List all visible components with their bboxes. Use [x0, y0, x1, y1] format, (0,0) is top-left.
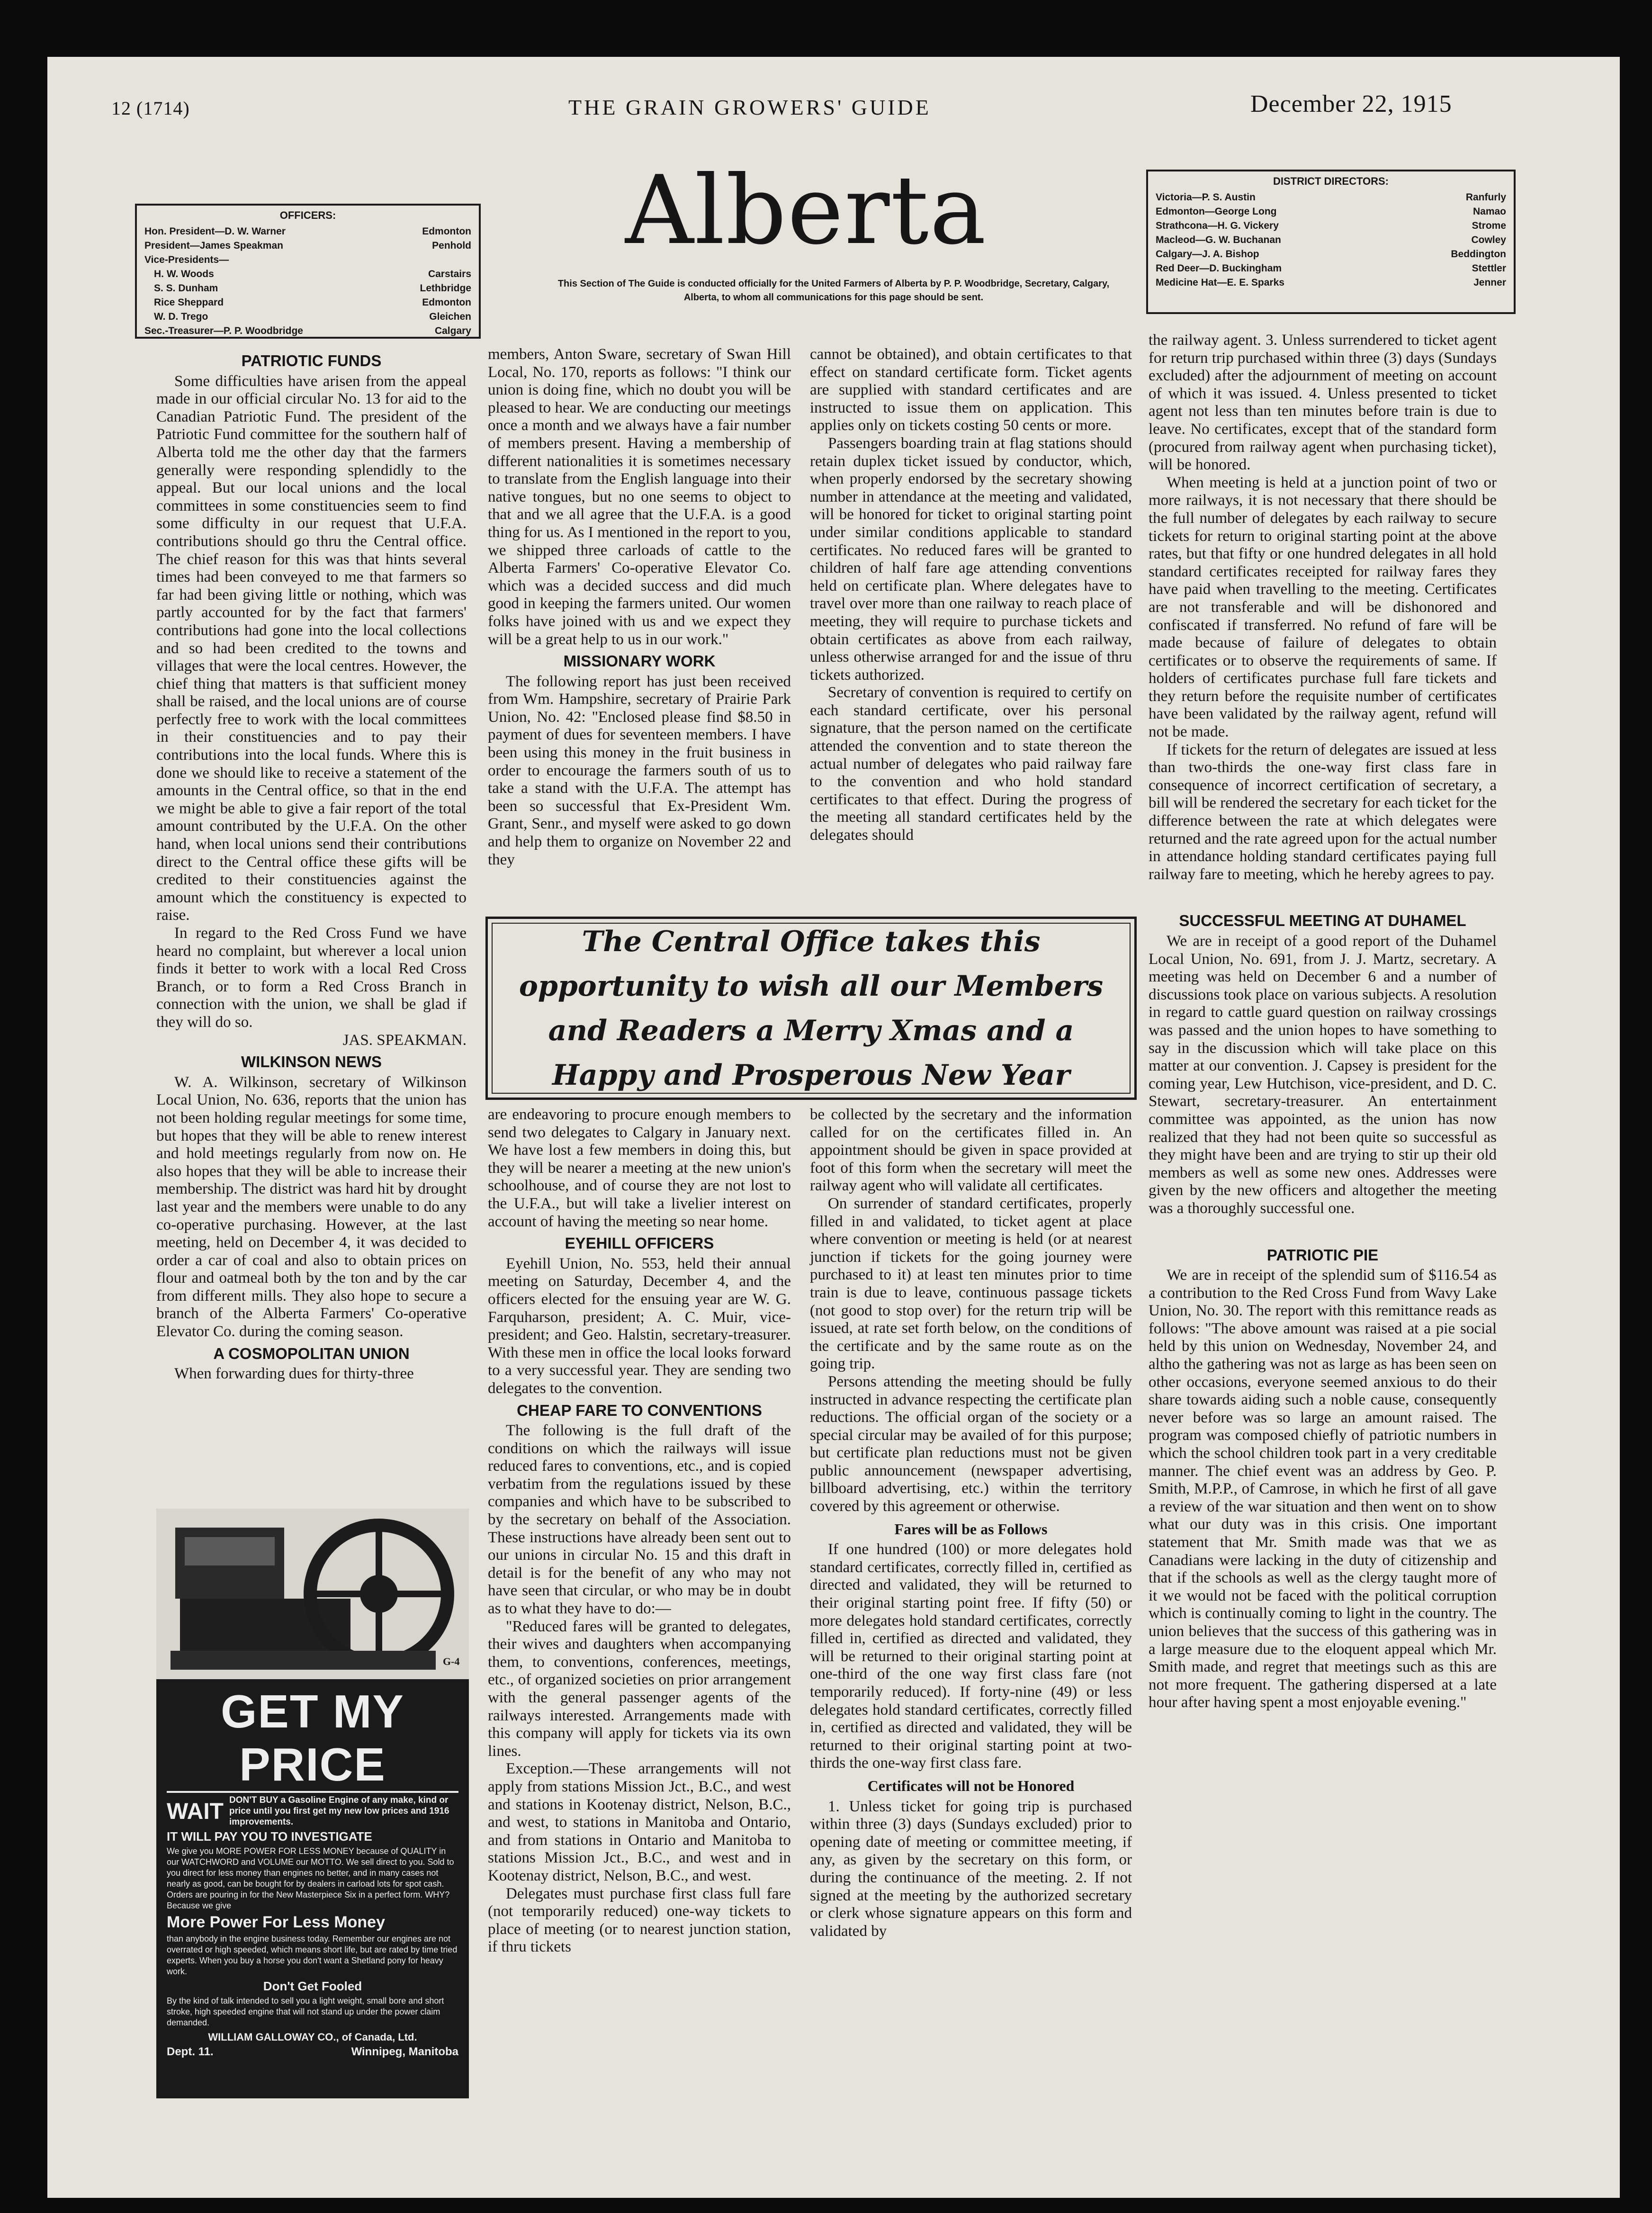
- director-row: [1156, 219, 1506, 233]
- directors-title: DISTRICT DIRECTORS:: [1273, 175, 1389, 187]
- article-paragraph: We are in receipt of a good report of the Duhamel Local Union, No. 691, from J. J. Martz, secretary. A meeting was held on December 6 and a number of discussions took place on various subjects. A resolution in regard to cattle guard question on railway crossings was passed and the union hopes to have something to say in the discussion which will take place on this matter at our convention. J. Capsey is president for the coming year, Lew Hutchison, vice-president, and D. C. Stewart, secretary-treasurer. An entertainment committee was appointed, as the union has now realized that they had not been quite so successful as they might have been and are trying to stir up their old members as well as some new ones. Addresses were given by the new officers and altogether the meeting was a thoroughly successful one.: [1149, 933, 1497, 1217]
- director-place: Beddington: [1451, 249, 1506, 260]
- article-paragraph: Secretary of convention is required to certify on each standard certificate, over his personal signature, that the person named on the certificate attended the convention and to state thereon the actual number of delegates who paid railway fare to the convention and who hold standard certificates to that effect. During the progress of the meeting all standard certificates held by the delegates should: [810, 684, 1132, 844]
- heading-cosmopolitan-union: A COSMOPOLITAN UNION: [213, 1344, 410, 1362]
- article-paragraph: W. A. Wilkinson, secretary of Wilkinson Local Union, No. 636, reports that the union has not been holding regular meetings for some time, but hopes that they will be able to renew interest and hold meetings regularly from now on. He also hopes that they will be able to increase their membership. The district was hard hit by drought last year and the members were unable to do any co-operative purchasing. However, at the last meeting, held on December 4, it was decided to order a car of coal and also to obtain prices on flour and oatmeal both by the ton and by the car from different mills. They also hope to secure a branch of the Alberta Farmers' Co-operative Elevator Co. during the coming season.: [156, 1073, 467, 1340]
- director-name: Strathcona—H. G. Vickery: [1156, 220, 1279, 231]
- director-row: [1156, 276, 1506, 290]
- officer-place: Edmonton: [422, 226, 471, 237]
- article-paragraph: "Reduced fares will be granted to delegates, their wives and daughters when accompanying them, to conventions, conferences, meetings, etc., of organized societies on prior arrangement with the general passenger agents of the railways interested. Arrangements made with this company will apply for tickets via its own lines.: [488, 1618, 791, 1760]
- column-3-top: [810, 346, 1132, 914]
- director-row: [1156, 261, 1506, 276]
- director-place: Ranfurly: [1465, 192, 1506, 203]
- article-paragraph: In regard to the Red Cross Fund we have heard no complaint, but wherever a local union finds it better to work with a local Red Cross Branch, or to form a Red Cross Branch in connection with the union, we shall be glad if they will do so.: [156, 925, 467, 1031]
- director-name: Medicine Hat—E. E. Sparks: [1156, 277, 1284, 288]
- article-paragraph: are endeavoring to procure enough members to send two delegates to Calgary in January next. We have lost a few members in doing this, but they will be nearer a meeting at the new union's schoolhouse, and of course they are not lost to the U.F.A., but will take a livelier interest on account of having the meeting so near home.: [488, 1106, 791, 1230]
- article-paragraph: the railway agent. 3. Unless surrendered to ticket agent for return trip purchased within three (3) days (Sundays excluded) after the adjournment of meeting on account of which it was issued. 4. Unless presented to ticket agent not less than ten minutes before train is due to leave. No certificates, except that of the standard form (procured from railway agent when purchasing ticket), will be honored.: [1149, 332, 1497, 474]
- director-name: Calgary—J. A. Bishop: [1156, 249, 1259, 260]
- article-paragraph: Some difficulties have arisen from the appeal made in our official circular No. 13 for aid to the Canadian Patriotic Fund. The president of the Patriotic Fund committee for the southern half of Alberta told me the other day that the farmers generally were responding splendidly to the appeal. But our local unions and the local committees in some constituencies seem to find some difficulty in our request that U.F.A. contributions should go thru the Central office. The chief reason for this was that hints several times had been conveyed to me that farmers so far had been giving little or nothing, which was partly accounted for by the fact that farmers' contributions had gone into the local collections and so had been credited to the towns and villages that were the local centres. However, the chief thing that matters is that sufficient money shall be raised, and the local unions are of course perfectly free to work with the local committees in their constituencies and to pay their contributions into the local funds. Where this is done we should like to receive a statement of the amounts in the Central office, so that in the end we might be able to give a fair report of the total amount contributed by the U.F.A. On the other hand, when local unions send their contributions direct to the Central office these gifts will be credited to their constituencies against the amount which the constituency is expected to raise.: [156, 372, 467, 924]
- ad-more-power: More Power For Less Money: [167, 1913, 385, 1931]
- heading-cheap-fare: CHEAP FARE TO CONVENTIONS: [517, 1401, 762, 1419]
- officer-row: [144, 310, 471, 324]
- ad-company: WILLIAM GALLOWAY CO., of Canada, Ltd.: [208, 2031, 417, 2043]
- article-paragraph: 1. Unless ticket for going trip is purchased within three (3) days (Sundays excluded) prior to opening date of meeting or committee meeting, if any, as given by the secretary on this form, or during the continuance of the meeting. 2. If not signed at the meeting by the authorized secretary or clerk whose signature appears on this form and validated by: [810, 1798, 1132, 1940]
- officer-row: [144, 225, 471, 239]
- director-place: Strome: [1472, 220, 1506, 231]
- article-paragraph: Passengers boarding train at flag stations should retain duplex ticket issued by conductor, which, when properly endorsed by the secretary showing number in attendance at the meeting and validated, will be honored for ticket to original starting point under similar conditions applicable to standard certificates. No reduced fares will be granted to children of half fare age attending conventions held on certificate plan. Where delegates have to travel over more than one railway to reach place of meeting, they will require to purchase tickets and obtain certificates as above from each railway, unless otherwise arranged for and the issue of thru tickets authorized.: [810, 434, 1132, 684]
- director-name: Macleod—G. W. Buchanan: [1156, 234, 1281, 245]
- director-place: Cowley: [1471, 234, 1506, 245]
- heading-eyehill-officers: EYEHILL OFFICERS: [565, 1234, 714, 1252]
- publication-title: THE GRAIN GROWERS' GUIDE: [568, 95, 931, 119]
- column-3-bottom: [810, 1106, 1132, 1940]
- officer-row: [144, 253, 471, 267]
- ad-body-2: than anybody in the engine business today. Remember our engines are not overrated or high speeded, which means short life, but are rated by time tried experts. When you buy a horse you don't want a Shetland pony for heavy work.: [167, 1934, 458, 1976]
- director-row: [1156, 233, 1506, 247]
- officer-place: Edmonton: [422, 297, 471, 308]
- officer-name: Hon. President—D. W. Warner: [144, 226, 286, 237]
- article-paragraph: If tickets for the return of delegates are issued at less than two-thirds the one-way first class fare in consequence of incorrect certification of secretary, a bill will be rendered the secretary for each ticket for the difference between the rate at which delegates were returned and the rate agreed upon for the actual number in attendance holding standard certificates paying full railway fare to meeting, which he hereby agrees to pay.: [1149, 741, 1497, 883]
- ad-wait: WAIT: [167, 1799, 224, 1824]
- director-place: Namao: [1472, 206, 1506, 217]
- heading-patriotic-funds: PATRIOTIC FUNDS: [241, 352, 382, 369]
- officer-row: [144, 267, 471, 281]
- director-row: [1156, 247, 1506, 261]
- article-paragraph: cannot be obtained), and obtain certificates to that effect on standard certificate form. Ticket agents are supplied with standard certificates and are instructed to issue them on application. This applies only on tickets costing 50 cents or more.: [810, 346, 1132, 434]
- officer-row: [144, 281, 471, 296]
- director-row: [1156, 205, 1506, 219]
- engine-drawing: [156, 1509, 469, 1679]
- article-paragraph: We are in receipt of the splendid sum of $116.54 as a contribution to the Red Cross Fund from Wavy Lake Union, No. 30. The report with this remittance reads as follows: "The above amount was raised at a pie social held by this union on Wednesday, November 24, and altho the gathering was not as large as has been seen on other occasions, everyone seemed anxious to do their share towards aiding such a noble cause, consequently never before was so large an amount raised. The program was composed chiefly of patriotic numbers in which the school children took part in a very creditable manner. The chief event was an address by Geo. P. Smith, M.P.P., of Camrose, in which he first of all gave a review of the war situation and then went on to show what our duty was in this crisis. One important statement that Mr. Smith made was that we as Canadians were lacking in the duty of citizenship and that if the schools as well as the clergy taught more of it we would not be faced with the political corruption which is continually coming to light in the country. The union believes that the success of this gathering was in a large measure due to the eloquent appeal which Mr. Smith made, and regret that meetings such as this are not more frequent. The gathering dispersed at a late hour after having spent a most enjoyable evening.": [1149, 1267, 1497, 1711]
- officer-name: H. W. Woods: [154, 269, 214, 279]
- ad-dont-get-fooled: Don't Get Fooled: [263, 1979, 362, 1993]
- director-name: Edmonton—George Long: [1156, 206, 1277, 217]
- officer-place: Calgary: [434, 325, 471, 336]
- signature: JAS. SPEAKMAN.: [342, 1031, 467, 1049]
- heading-patriotic-pie: PATRIOTIC PIE: [1266, 1246, 1379, 1264]
- officer-name: President—James Speakman: [144, 240, 283, 251]
- ad-city: Winnipeg, Manitoba: [351, 2045, 458, 2058]
- officer-name: W. D. Trego: [154, 311, 208, 322]
- article-paragraph: If one hundred (100) or more delegates hold standard certificates, correctly filled in, certified as directed and validated, they will be returned to their original starting point free. If fifty (50) or more delegates hold standard certificates, correctly filled in, certified as directed and validated, they will be returned to their original starting point at one-third of the one way first class fare (not temporarily reduced). If forty-nine (49) or less delegates hold standard certificates, correctly filled in, certified as directed and validated, they will be returned to their original starting point at two-thirds the one-way first class fare.: [810, 1541, 1132, 1772]
- director-name: Red Deer—D. Buckingham: [1156, 263, 1282, 274]
- christmas-greeting-text: The Central Office takes this opportunity to wish all our Members and Readers a Merry Xmas and a Happy and Prosperous New Year: [492, 923, 1131, 1094]
- officers-title: OFFICERS:: [279, 209, 336, 221]
- officer-row: [144, 324, 471, 338]
- director-place: Stettler: [1472, 263, 1506, 274]
- officer-row: [144, 296, 471, 310]
- officers-box: [135, 204, 481, 339]
- ad-headline: GET MY PRICE: [167, 1685, 458, 1793]
- article-paragraph: Persons attending the meeting should be fully instructed in advance respecting the certificate plan reductions. The official organ of the society or a special circular may be availed of for this purpose; but certificate plan reductions must not be given public announcement (newspaper advertising, billboard advertising, etc.) within the territory covered by this agreement or otherwise.: [810, 1373, 1132, 1515]
- article-paragraph: The following report has just been received from Wm. Hampshire, secretary of Prairie Park Union, No. 42: "Enclosed please find $8.50 in payment of dues for seventeen members. I have been using this money in the fruit business in order to encourage the farmers south of us to take a stand with the U.F.A. The attempt has been so successful that Ex-President Wm. Grant, Senr., and myself were asked to go down and help them to organize on November 22 and they: [488, 673, 791, 868]
- ad-dept: Dept. 11.: [167, 2045, 214, 2058]
- director-row: [1156, 190, 1506, 205]
- officer-place: Carstairs: [428, 269, 471, 279]
- article-paragraph: When meeting is held at a junction point of two or more railways, it is not necessary that there should be the full number of delegates by each railway to secure tickets for return to original starting point at the above rates, but that fifty or one hundred delegates in all hold standard certificates receipted for railway fares they have paid when travelling to the meeting. Certificates are not transferable and will be dishonored and confiscated if transferred. No refund of fare will be made because of failure of delegates to obtain certificates or to observe the requirements of same. If holders of certificates purchase full fare tickets and they return before the requisite number of certificates have been validated by the railway agent, refund will not be made.: [1149, 474, 1497, 741]
- column-2-top: [488, 346, 791, 914]
- article-paragraph: When forwarding dues for thirty-three: [174, 1365, 414, 1383]
- gasoline-engine-illustration: [156, 1509, 469, 1679]
- christmas-greeting-box: [485, 917, 1137, 1100]
- article-paragraph: The following is the full draft of the conditions on which the railways will issue reduced fares to conventions, etc., and is copied verbatim from the regulations issued by these companies and which have to be subscribed to by the secretary on behalf of the Association. These instructions have already been sent out to our unions in circular No. 15 and this draft in detail is for the benefit of any who may not have seen that circular, or who may be in doubt as to what they have to do:—: [488, 1422, 791, 1618]
- ad-investigate: IT WILL PAY YOU TO INVESTIGATE: [167, 1829, 372, 1844]
- ad-body-3: By the kind of talk intended to sell you a light weight, small bore and short stroke, high speeded engine that will not stand up under the power claim demanded.: [167, 1996, 444, 2027]
- director-place: Jenner: [1473, 277, 1506, 288]
- section-subline: This Section of The Guide is conducted officially for the United Farmers of Alberta by P. P. Woodbridge, Secretary, Calgary, Alberta, to whom all communications for this page should be sent.: [557, 279, 1110, 303]
- ad-body: We give you MORE POWER FOR LESS MONEY because of QUALITY in our WATCHWORD and VOLUME our MOTTO. We sell direct to you. Sold to you direct for less money than engines no better, and in many cases not nearly as good, can be bought for by dealers in carload lots for spot cash. Orders are pouring in for the New Masterpiece Six in a perfect form. WHY? Because we give: [167, 1846, 454, 1910]
- article-paragraph: Eyehill Union, No. 553, held their annual meeting on Saturday, December 4, and the officers elected for the ensuing year are W. G. Farquharson, president; A. C. Muir, vice-president; and Geo. Halstin, secretary-treasurer. With these men in office the local looks forward to a very successful year. They are sending two delegates to the convention.: [488, 1255, 791, 1397]
- ad-wait-text: DON'T BUY a Gasoline Engine of any make, kind or price until you first get my new low prices and 1916 improvements.: [229, 1795, 449, 1827]
- officer-place: Lethbridge: [420, 283, 471, 294]
- page-number: 12 (1714): [111, 98, 190, 119]
- heading-certificates: Certificates will not be Honored: [867, 1777, 1075, 1794]
- column-4: [1149, 332, 1497, 1712]
- column-2-bottom: [488, 1106, 791, 1956]
- issue-date: December 22, 1915: [1250, 90, 1452, 117]
- officer-name: Vice-Presidents—: [144, 254, 229, 265]
- officer-place: Penhold: [432, 240, 471, 251]
- article-paragraph: Delegates must purchase first class full fare (not temporarily reduced) one-way tickets to place of meeting (or to nearest junction station, if thru tickets: [488, 1885, 791, 1956]
- officer-name: S. S. Dunham: [154, 283, 218, 294]
- article-paragraph: be collected by the secretary and the information called for on the certificates filled in. An appointment should be given in space provided at foot of this form when the secretary will meet the railway agent who will validate all certificates.: [810, 1106, 1132, 1195]
- article-paragraph: members, Anton Sware, secretary of Swan Hill Local, No. 170, reports as follows: "I think our union is doing fine, which no doubt you will be pleased to hear. We are conducting our meetings once a month and we always have a fair number of members present. Having a membership of different nationalities it is sometimes necessary to translate from the English language into their native tongues, but no one seems to object to that and we all agree that the U.F.A. is a good thing for us. As I mentioned in the report to you, we shipped three carloads of cattle to the Alberta Farmers' Co-operative Elevator Co. which was a decided success and did much good in keeping the farmers united. Our women folks have joined with us and we expect they will be a great help to us in our work.": [488, 346, 791, 648]
- director-name: Victoria—P. S. Austin: [1156, 192, 1256, 203]
- galloway-advertisement: [156, 1679, 469, 2098]
- column-1-top: [156, 348, 467, 1383]
- officer-row: [144, 239, 471, 253]
- directors-box: [1146, 170, 1516, 314]
- heading-fares: Fares will be as Follows: [894, 1520, 1048, 1538]
- officer-place: Gleichen: [429, 311, 471, 322]
- heading-duhamel: SUCCESSFUL MEETING AT DUHAMEL: [1179, 912, 1466, 930]
- officer-name: Sec.-Treasurer—P. P. Woodbridge: [144, 325, 303, 336]
- heading-missionary-work: MISSIONARY WORK: [563, 652, 716, 670]
- section-masthead: Alberta: [625, 155, 987, 266]
- article-paragraph: Exception.—These arrangements will not apply from stations Mission Jct., B.C., and west and stations in Kootenay district, Nelson, B.C., and west, to stations in Manitoba and Ontario, and from stations in Ontario and Manitoba to stations Mission Jct., B.C., and west and in Kootenay district, Nelson, B.C., and west.: [488, 1760, 791, 1884]
- officer-name: Rice Sheppard: [154, 297, 224, 308]
- engine-label: G-4: [443, 1655, 460, 1667]
- article-paragraph: On surrender of standard certificates, properly filled in and validated, to ticket agent at place where convention or meeting is held (or at nearest junction if tickets for the going journey were purchased to it) at least ten minutes prior to time train is due to leave, continuous passage tickets (not good to stop over) for the return trip will be issued, at rate set forth below, on the conditions of the certificate and by the same route as on the going trip.: [810, 1195, 1132, 1373]
- heading-wilkinson-news: WILKINSON NEWS: [241, 1053, 382, 1071]
